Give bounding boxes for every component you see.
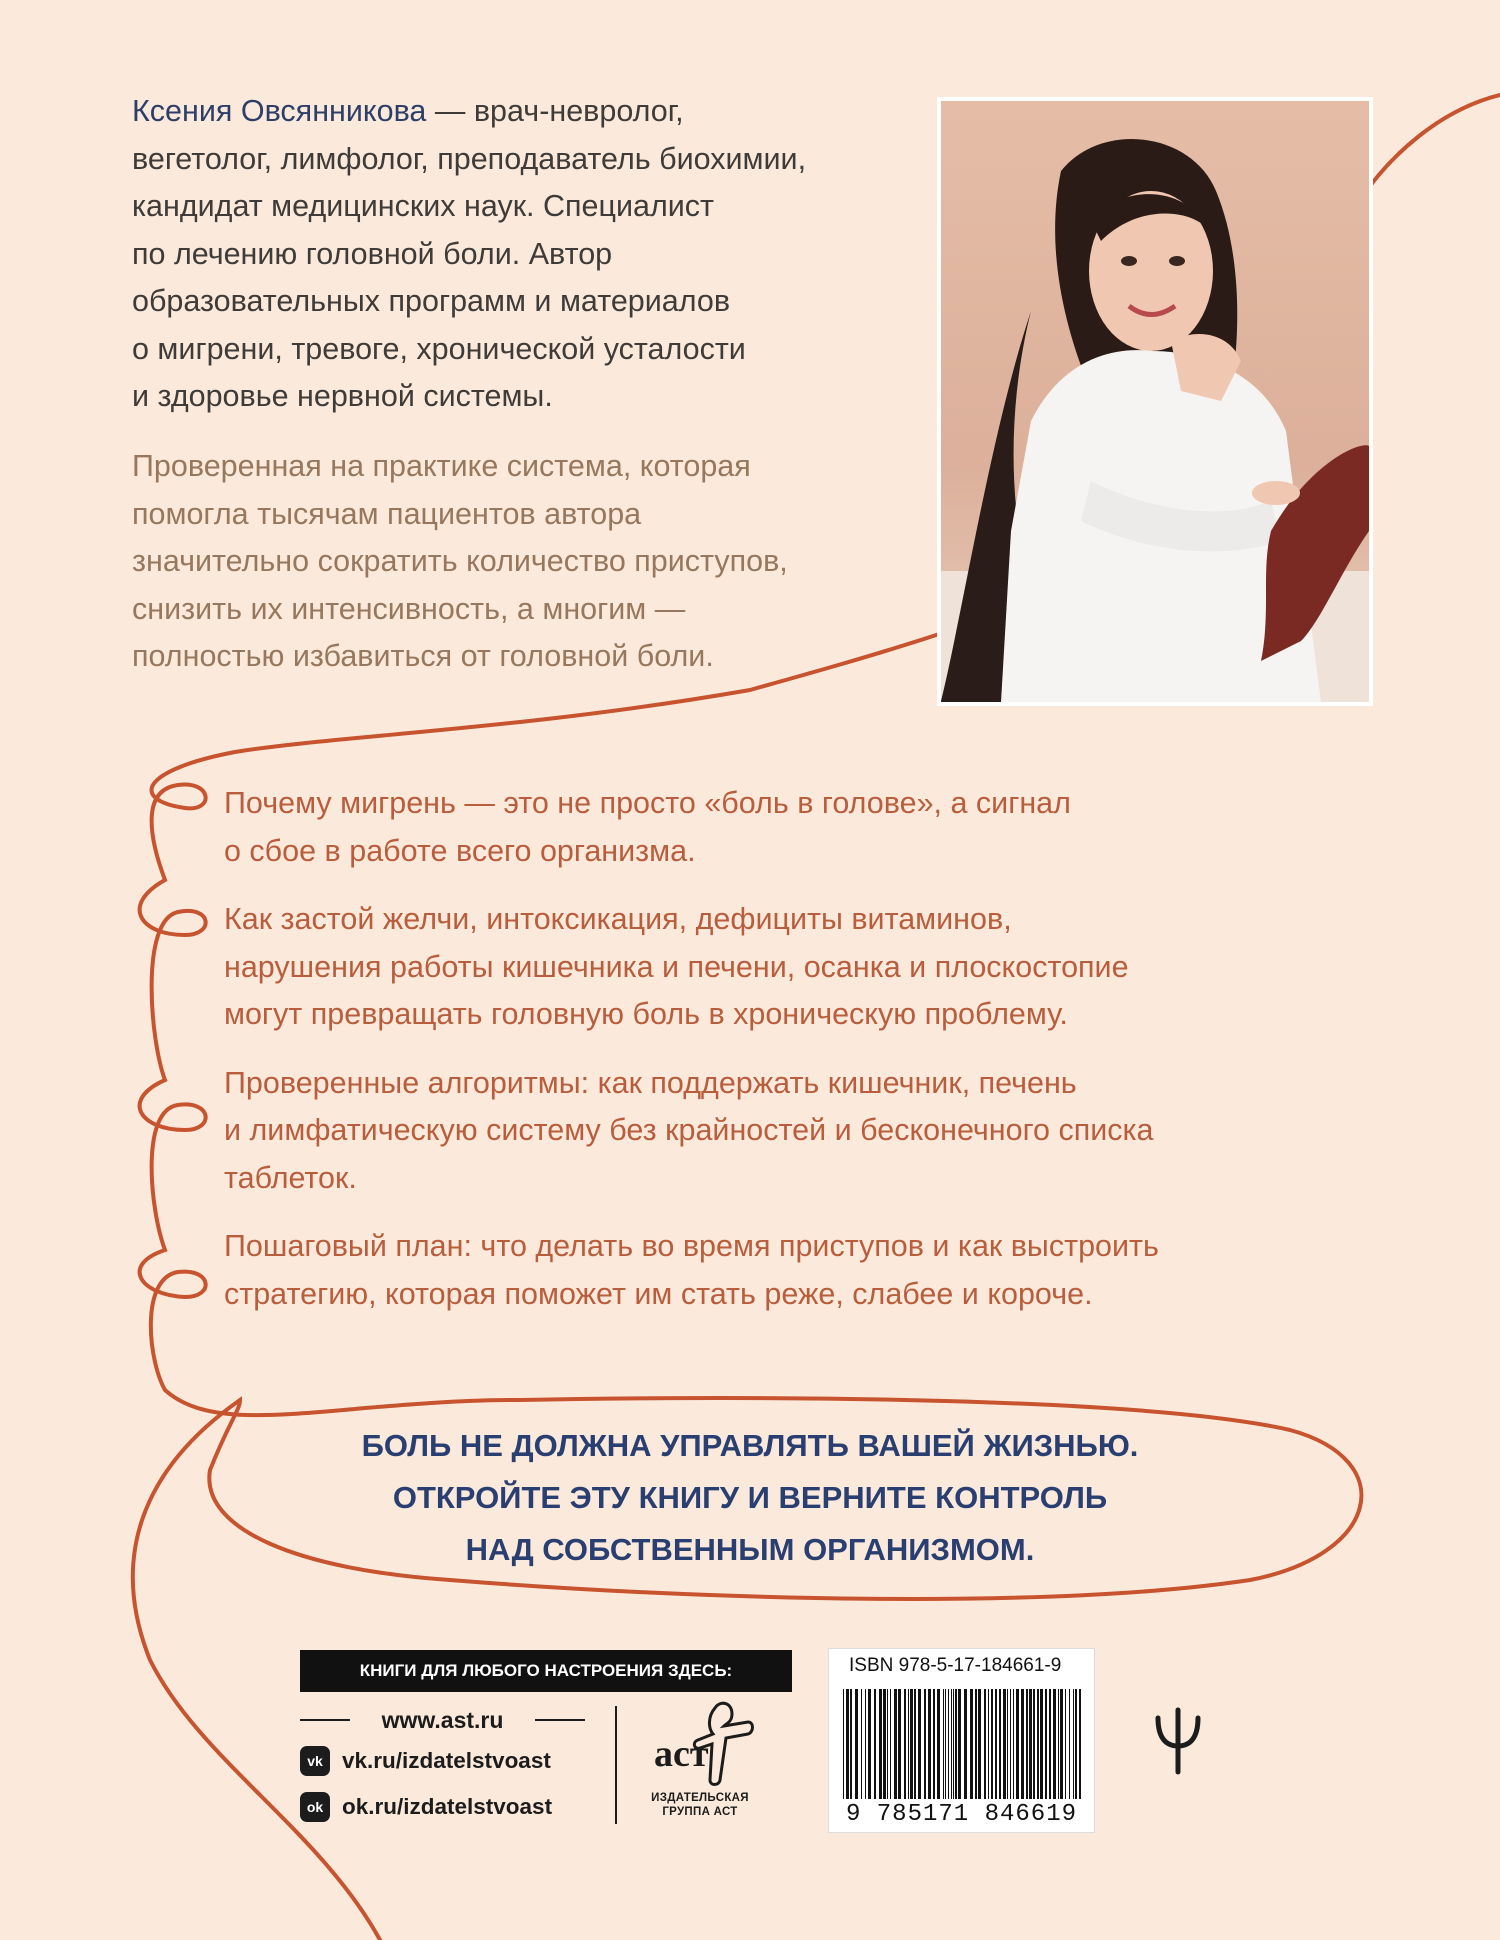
author-portrait-illustration bbox=[941, 101, 1369, 702]
website-link-row[interactable] bbox=[300, 1702, 585, 1738]
bio-line-4: по лечению головной боли. Автор bbox=[132, 236, 613, 271]
barcode-bar bbox=[1075, 1689, 1077, 1799]
bio-line-6: о мигрени, тревоге, хронической усталости bbox=[132, 331, 746, 366]
barcode-bar bbox=[855, 1689, 858, 1799]
barcode-bar bbox=[910, 1689, 913, 1799]
bio-line-3: кандидат медицинских наук. Специалист bbox=[132, 189, 715, 223]
vk-link-row[interactable] bbox=[300, 1744, 551, 1778]
summary-line: полностью избавиться от головной боли. bbox=[132, 639, 714, 673]
barcode-bar bbox=[874, 1689, 876, 1799]
barcode-bar bbox=[1033, 1689, 1035, 1799]
barcode-bar bbox=[861, 1689, 862, 1799]
callout-text: БОЛЬ НЕ ДОЛЖНА УПРАВЛЯТЬ ВАШЕЙ ЖИЗНЬЮ. ОТКРОЙТЕ ЭТУ КНИГУ И ВЕРНИТЕ КОНТРОЛЬ НАД СОБСТВЕННЫМ ОРГАНИЗМОМ. bbox=[361, 1428, 1139, 1567]
bullet-item: Как застой желчи, интоксикация, дефициты витаминов, нарушения работы кишечника и печени, осанка и плоскостопие могут превращать головную боль в хроническую проблему. bbox=[224, 902, 1129, 1031]
bio-line-7: и здоровье нервной системы. bbox=[132, 379, 553, 413]
barcode-bar bbox=[945, 1689, 946, 1799]
odnoklassniki-icon: ok bbox=[300, 1792, 330, 1822]
barcode-bar bbox=[964, 1689, 967, 1799]
publisher-caption-line: ИЗДАТЕЛЬСКАЯ bbox=[651, 1792, 749, 1804]
barcode-bar bbox=[868, 1689, 871, 1799]
bio-line-5: образовательных программ и материалов bbox=[132, 284, 731, 318]
barcode-bar bbox=[887, 1689, 888, 1799]
summary-line: Проверенная на практике система, которая bbox=[132, 449, 751, 483]
barcode-bar bbox=[1049, 1689, 1051, 1799]
divider-rule bbox=[535, 1719, 585, 1721]
barcode-bar bbox=[894, 1689, 897, 1799]
vertical-divider bbox=[615, 1706, 617, 1824]
barcode-bar bbox=[995, 1689, 997, 1799]
barcode-bar bbox=[1069, 1689, 1070, 1799]
summary-line: помогла тысячам пациентов автора bbox=[132, 496, 642, 531]
barcode-bar bbox=[846, 1689, 849, 1799]
barcode-bar bbox=[843, 1689, 844, 1799]
barcode-bar bbox=[951, 1689, 952, 1799]
barcode-bar bbox=[1058, 1689, 1059, 1799]
barcode-bar bbox=[933, 1689, 935, 1799]
barcode-bar bbox=[1060, 1689, 1063, 1799]
bio-line-1: Ксения Овсянникова — врач-невролог, bbox=[132, 94, 684, 128]
barcode-bar bbox=[928, 1689, 931, 1799]
publisher-caption-line: ГРУППА АСТ bbox=[662, 1806, 738, 1818]
barcode-bar bbox=[908, 1689, 909, 1799]
barcode-bar bbox=[1016, 1689, 1019, 1799]
barcode-bar bbox=[1073, 1689, 1074, 1799]
barcode-bar bbox=[879, 1689, 882, 1799]
bullet-item: Почему мигрень — это не просто «боль в голове», а сигнал о сбое в работе всего организма. bbox=[224, 786, 1071, 868]
bullet-item: Проверенные алгоритмы: как поддержать кишечник, печень и лимфатическую систему без крайностей и бесконечного списка таблеток. bbox=[224, 1065, 1154, 1195]
vk-link[interactable]: vk.ru/izdatelstvoast bbox=[342, 1748, 551, 1773]
ok-link-row[interactable] bbox=[300, 1790, 552, 1824]
promo-banner: КНИГИ ДЛЯ ЛЮБОГО НАСТРОЕНИЯ ЗДЕСЬ: bbox=[300, 1650, 792, 1692]
barcode-bar bbox=[1037, 1689, 1039, 1799]
summary-line: значительно сократить количество приступов, bbox=[132, 544, 788, 578]
barcode-bar bbox=[918, 1689, 921, 1799]
summary-line: снизить их интенсивность, а многим — bbox=[132, 591, 686, 626]
barcode-bar bbox=[1021, 1689, 1024, 1799]
barcode-bar bbox=[1007, 1689, 1008, 1799]
barcode-bar bbox=[943, 1689, 944, 1799]
ok-link[interactable]: ok.ru/izdatelstvoast bbox=[342, 1794, 553, 1819]
bio-line-2: вегетолог, лимфолог, преподаватель биохимии, bbox=[132, 141, 807, 176]
barcode-bar bbox=[1003, 1689, 1006, 1799]
barcode-bar bbox=[1079, 1689, 1081, 1799]
barcode-bar bbox=[850, 1689, 852, 1799]
barcode-bar bbox=[999, 1689, 1001, 1799]
barcode-bar bbox=[1013, 1689, 1014, 1799]
barcode-bar bbox=[975, 1689, 977, 1799]
vk-icon: vk bbox=[300, 1746, 330, 1776]
author-photo-frame bbox=[937, 97, 1373, 706]
author-name: Ксения Овсянникова bbox=[132, 94, 427, 128]
author-photo bbox=[941, 101, 1369, 702]
barcode-bar bbox=[1029, 1689, 1032, 1799]
ast-logo-text: аст bbox=[654, 1733, 709, 1775]
barcode-bar bbox=[953, 1689, 954, 1799]
isbn-label: ISBN 978-5-17-184661-9 bbox=[849, 1655, 1062, 1676]
isbn-barcode-box bbox=[828, 1648, 1095, 1833]
barcode-bar bbox=[991, 1689, 993, 1799]
barcode-bar bbox=[924, 1689, 926, 1799]
barcode-bar bbox=[1040, 1689, 1043, 1799]
barcode-bar bbox=[1045, 1689, 1047, 1799]
publisher-logo bbox=[640, 1700, 760, 1830]
barcode-bar bbox=[958, 1689, 961, 1799]
barcode-bar bbox=[988, 1689, 989, 1799]
barcode-bar bbox=[978, 1689, 981, 1799]
barcode-bar bbox=[914, 1689, 916, 1799]
ean13-digits: 9 785171 846619 bbox=[845, 1801, 1078, 1828]
barcode-bar bbox=[1026, 1689, 1028, 1799]
barcode-bar bbox=[970, 1689, 973, 1799]
barcode-bar bbox=[890, 1689, 891, 1799]
ast-logo-icon bbox=[640, 1700, 760, 1786]
barcode-bar bbox=[904, 1689, 906, 1799]
bullet-list bbox=[224, 780, 1364, 1339]
barcode-bar bbox=[883, 1689, 886, 1799]
book-summary bbox=[132, 443, 912, 681]
barcode-bar bbox=[1010, 1689, 1011, 1799]
barcode-bar bbox=[1065, 1689, 1066, 1799]
barcode-bar bbox=[1053, 1689, 1056, 1799]
barcode-bar bbox=[984, 1689, 986, 1799]
website-link[interactable]: www.ast.ru bbox=[381, 1706, 504, 1733]
psi-logo-icon bbox=[1148, 1700, 1208, 1780]
barcode-bar bbox=[898, 1689, 901, 1799]
bullet-item: Пошаговый план: что делать во время приступов и как выстроить стратегию, которая поможет им стать реже, слабее и короче. bbox=[224, 1229, 1159, 1311]
barcode-bar bbox=[865, 1689, 866, 1799]
barcode-bar bbox=[948, 1689, 949, 1799]
divider-rule bbox=[300, 1719, 350, 1721]
barcode-bar bbox=[937, 1689, 940, 1799]
barcode-bar bbox=[955, 1689, 957, 1799]
author-bio bbox=[132, 88, 912, 421]
